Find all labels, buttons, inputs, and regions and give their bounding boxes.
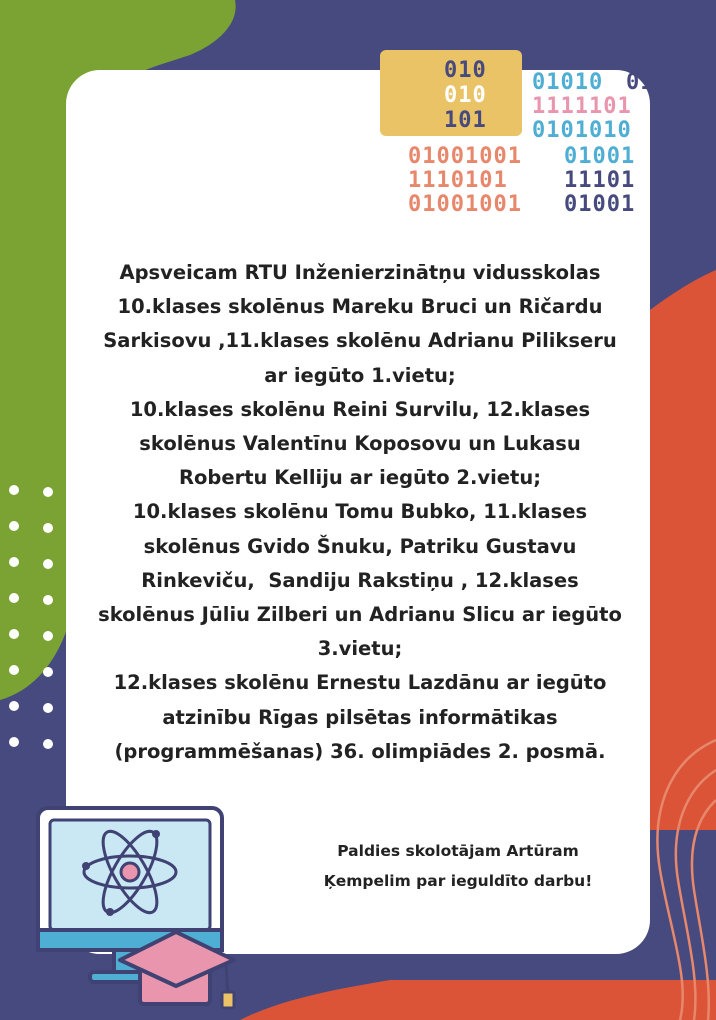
message-line: 10.klases skolēnu Reini Survilu, 12.klases [129,397,591,421]
binary-row: 0101010 [532,118,632,143]
message-line: skolēnus Valentīnu Koposovu un Lukasu [139,432,581,456]
binary-row: 1110101 [408,168,508,193]
binary-row: 11101 [564,168,636,193]
binary-code-graphic [404,50,694,220]
binary-row: 010 [444,58,487,83]
binary-row: 101 [444,108,487,133]
binary-row: 1111101 [532,94,632,119]
message-line: Apsveicam RTU Inženierzinātņu vidusskolas [119,261,601,284]
binary-row: 01001 [564,192,636,217]
binary-row: 010 [444,83,487,108]
binary-row: 01001 [564,144,636,169]
binary-row: 01001001 [408,192,522,217]
atom-computer-icon [28,800,268,1020]
binary-row: 01001001 [408,144,522,169]
message-line: Rinkeviču, Sandiju Rakstiņu , 12.klases [141,568,579,592]
congratulation-text [86,256,634,769]
message-line: skolēnus Jūliu Zilberi un Adrianu Slicu ar iegūto [98,603,622,627]
message-line: 3.vietu; [317,637,403,661]
message-line: 10.klases skolēnus Mareku Bruci un Ričardu [117,295,603,319]
thanks-line: Ķempelim par ieguldīto darbu! [323,872,593,890]
curved-lines-decoration [630,730,716,1020]
thanks-line: Paldies skolotājam Artūram [337,842,579,860]
message-line: atzinību Rīgas pilsētas informātikas [162,705,558,729]
binary-row: 01010 [532,70,604,95]
message-line: ar iegūto 1.vietu; [264,363,456,387]
thanks-text [290,836,626,896]
message-line: skolēnus Gvido Šnuku, Patriku Gustavu [143,534,577,558]
dots-pattern [0,476,70,776]
binary-row: 01 [626,70,655,95]
message-line: (programmēšanas) 36. olimpiādes 2. posmā. [114,739,606,763]
message-line: Robertu Kelliju ar iegūto 2.vietu; [178,466,542,490]
message-line: Sarkisovu ,11.klases skolēnu Adrianu Pilikseru [103,329,617,353]
message-line: 10.klases skolēnu Tomu Bubko, 11.klases [132,500,588,524]
message-line: 12.klases skolēnu Ernestu Lazdānu ar iegūto [113,671,607,695]
